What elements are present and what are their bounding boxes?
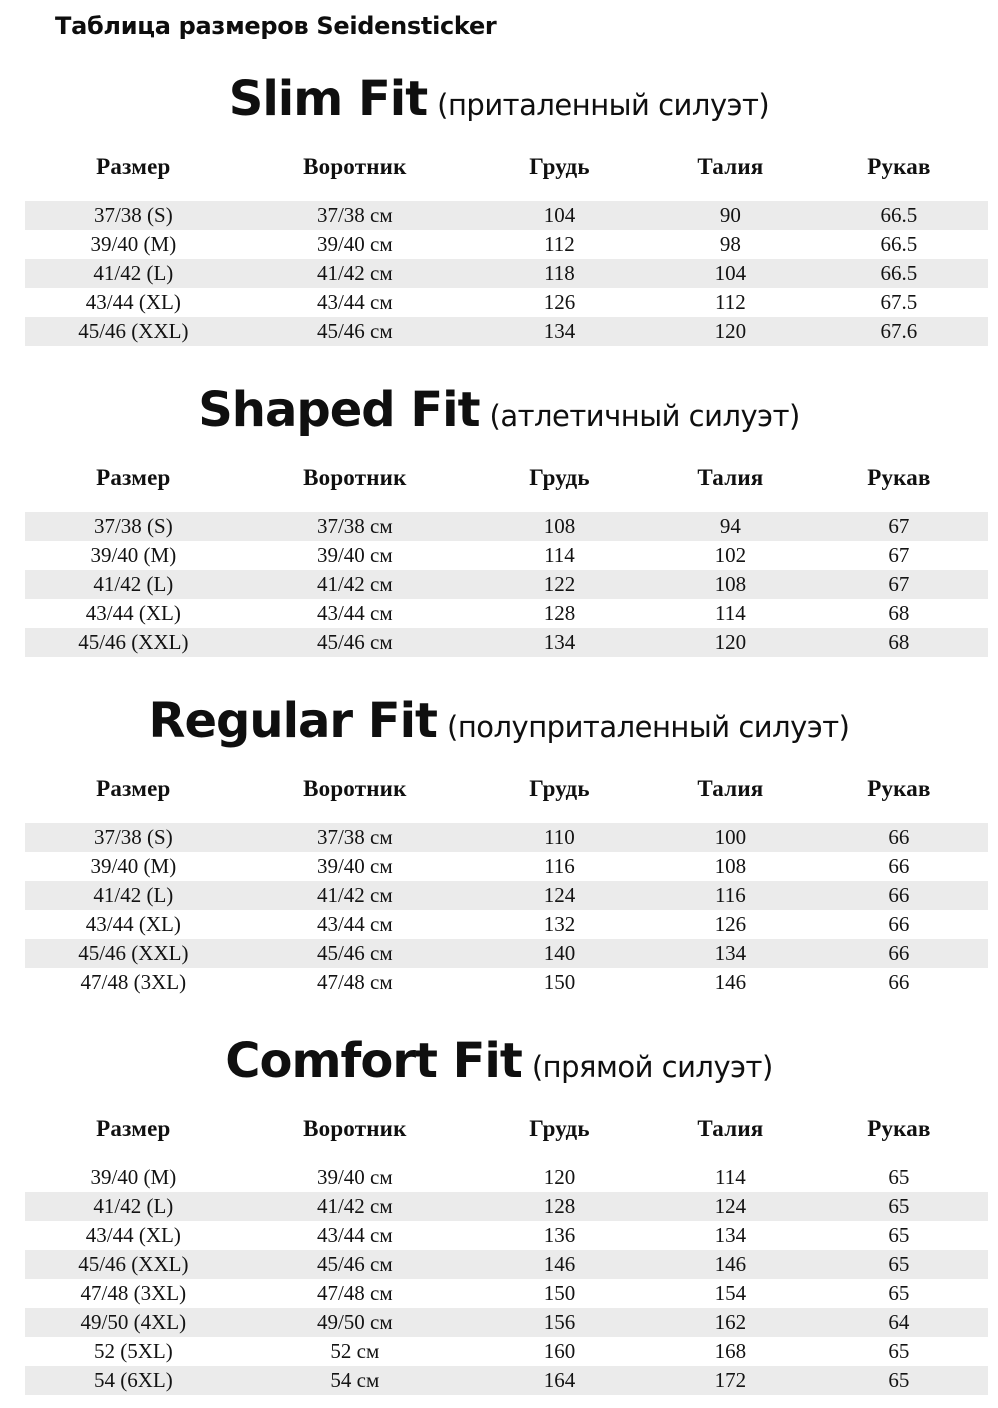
- table-cell: 41/42 (L): [25, 1192, 242, 1221]
- table-row: [25, 201, 988, 230]
- table-cell: 114: [715, 601, 746, 625]
- col-header-chest: Грудь: [529, 776, 590, 801]
- table-cell: 54 см: [242, 1366, 468, 1395]
- table-cell: 65: [810, 1250, 988, 1279]
- table-cell: 49/50 см: [242, 1308, 468, 1337]
- table-cell: 134: [651, 939, 810, 968]
- table-cell: 43/44 см: [316, 290, 393, 314]
- table-cell: 66.5: [810, 259, 988, 288]
- table-cell: 37/38 (S): [25, 512, 242, 541]
- table-cell: 164: [468, 1366, 651, 1395]
- section-heading: [0, 692, 998, 758]
- col-header-collar: Воротник: [303, 154, 407, 179]
- section-comfort-fit: [0, 1032, 998, 1395]
- table-row: [25, 1366, 988, 1395]
- table-cell: 67.5: [880, 290, 918, 314]
- table-row: [25, 910, 988, 939]
- table-cell: 45/46 см: [242, 317, 468, 346]
- table-cell: 43/44 см: [316, 912, 393, 936]
- table-cell: 132: [543, 912, 576, 936]
- table-cell: 124: [468, 881, 651, 910]
- table-cell: 122: [468, 570, 651, 599]
- table-cell: 68: [810, 628, 988, 657]
- table-cell: 160: [543, 1339, 576, 1363]
- table-cell: 37/38 (S): [25, 823, 242, 852]
- fit-subtitle: (прямой силуэт): [531, 1050, 773, 1084]
- table-body: [25, 1163, 988, 1395]
- table-row: [25, 1192, 988, 1221]
- table-cell: 120: [543, 1165, 576, 1189]
- col-header-chest: Грудь: [529, 465, 590, 490]
- table-row: [25, 881, 988, 910]
- table-cell: 37/38 см: [242, 201, 468, 230]
- table-cell: 41/42 см: [242, 1192, 468, 1221]
- table-cell: 118: [468, 259, 651, 288]
- fit-name: Shaped Fit: [198, 382, 480, 438]
- table-cell: 66: [888, 854, 910, 878]
- table-cell: 128: [543, 601, 576, 625]
- section-heading: [0, 70, 998, 136]
- table-row: [25, 230, 988, 259]
- table-cell: 66.5: [880, 232, 918, 256]
- table-cell: 39/40 см: [316, 854, 393, 878]
- section-shaped-fit: [0, 381, 998, 657]
- table-cell: 67.6: [810, 317, 988, 346]
- table-cell: 64: [810, 1308, 988, 1337]
- table-cell: 134: [468, 628, 651, 657]
- table-body: [25, 512, 988, 657]
- table-cell: 45/46 (XXL): [25, 1250, 242, 1279]
- table-cell: 100: [651, 823, 810, 852]
- table-row: [25, 512, 988, 541]
- table-row: [25, 823, 988, 852]
- table-cell: 47/48 (3XL): [80, 970, 187, 994]
- table-cell: 41/42 см: [242, 881, 468, 910]
- table-cell: 37/38 см: [242, 512, 468, 541]
- col-header-waist: Талия: [697, 1116, 764, 1141]
- table-cell: 47/48 (3XL): [80, 1281, 187, 1305]
- section-heading: [0, 381, 998, 447]
- table-cell: 94: [651, 512, 810, 541]
- table-row: [25, 968, 988, 997]
- table-cell: 37/38 см: [242, 823, 468, 852]
- table-cell: 116: [651, 881, 810, 910]
- header-row: [25, 758, 988, 823]
- table-cell: 114: [544, 543, 575, 567]
- table-cell: 126: [714, 912, 747, 936]
- table-cell: 66: [810, 939, 988, 968]
- table-cell: 43/44 см: [316, 601, 393, 625]
- table-row: [25, 541, 988, 570]
- table-cell: 146: [468, 1250, 651, 1279]
- table-cell: 45/46 (XXL): [25, 628, 242, 657]
- table-cell: 39/40 (M): [90, 232, 177, 256]
- table-cell: 45/46 см: [242, 628, 468, 657]
- table-cell: 67: [810, 570, 988, 599]
- table-row: [25, 852, 988, 881]
- table-body: [25, 823, 988, 997]
- col-header-collar: Воротник: [303, 465, 407, 490]
- table-cell: 65: [888, 1339, 910, 1363]
- table-cell: 108: [468, 512, 651, 541]
- table-cell: 45/46 (XXL): [25, 317, 242, 346]
- col-header-sleeve: Рукав: [867, 1116, 931, 1141]
- fit-name: Slim Fit: [228, 71, 428, 127]
- table-cell: 168: [714, 1339, 747, 1363]
- section-slim-fit: [0, 70, 998, 346]
- table-cell: 66: [810, 823, 988, 852]
- col-header-collar: Воротник: [303, 1116, 407, 1141]
- table-row: [25, 1337, 988, 1366]
- table-cell: 41/42 (L): [25, 570, 242, 599]
- table-cell: 112: [715, 290, 746, 314]
- col-header-sleeve: Рукав: [867, 154, 931, 179]
- table-cell: 104: [651, 259, 810, 288]
- col-header-chest: Грудь: [529, 1116, 590, 1141]
- table-row: [25, 1221, 988, 1250]
- table-cell: 52 см: [330, 1339, 380, 1363]
- table-row: [25, 317, 988, 346]
- table-cell: 104: [468, 201, 651, 230]
- fit-subtitle: (приталенный силуэт): [437, 88, 770, 122]
- col-header-waist: Талия: [697, 776, 764, 801]
- table-cell: 136: [543, 1223, 576, 1247]
- table-cell: 134: [714, 1223, 747, 1247]
- table-cell: 108: [714, 854, 747, 878]
- table-cell: 154: [714, 1281, 747, 1305]
- table-cell: 43/44 (XL): [85, 290, 181, 314]
- table-cell: 67: [888, 543, 910, 567]
- table-row: [25, 288, 988, 317]
- size-table-slim-fit: [25, 136, 988, 346]
- table-cell: 65: [810, 1192, 988, 1221]
- table-cell: 66: [888, 970, 910, 994]
- table-cell: 146: [714, 970, 747, 994]
- col-header-size: Размер: [96, 1116, 171, 1141]
- table-cell: 47/48 см: [316, 970, 393, 994]
- table-cell: 65: [888, 1223, 910, 1247]
- table-cell: 45/46 см: [242, 1250, 468, 1279]
- col-header-waist: Талия: [697, 465, 764, 490]
- table-cell: 41/42 (L): [25, 881, 242, 910]
- table-cell: 65: [888, 1165, 910, 1189]
- table-cell: 39/40 (M): [90, 1165, 177, 1189]
- table-cell: 67: [810, 512, 988, 541]
- col-header-waist: Талия: [697, 154, 764, 179]
- table-row: [25, 599, 988, 628]
- table-row: [25, 1163, 988, 1192]
- table-cell: 114: [715, 1165, 746, 1189]
- table-cell: 41/42 см: [242, 259, 468, 288]
- page-title: Таблица размеров Seidensticker: [55, 12, 497, 40]
- table-cell: 49/50 (4XL): [25, 1308, 242, 1337]
- table-cell: 45/46 см: [242, 939, 468, 968]
- col-header-sleeve: Рукав: [867, 776, 931, 801]
- table-cell: 43/44 (XL): [85, 912, 181, 936]
- table-cell: 39/40 см: [316, 1165, 393, 1189]
- table-cell: 39/40 (M): [90, 543, 177, 567]
- col-header-sleeve: Рукав: [867, 465, 931, 490]
- fit-name: Comfort Fit: [225, 1033, 522, 1089]
- table-cell: 156: [468, 1308, 651, 1337]
- table-cell: 52 (5XL): [93, 1339, 173, 1363]
- size-table-comfort-fit: [25, 1098, 988, 1395]
- table-row: [25, 259, 988, 288]
- table-row: [25, 1279, 988, 1308]
- table-cell: 39/40 см: [316, 543, 393, 567]
- header-row: [25, 136, 988, 201]
- table-cell: 66.5: [810, 201, 988, 230]
- header-row: [25, 1098, 988, 1163]
- table-cell: 134: [468, 317, 651, 346]
- size-table-regular-fit: [25, 758, 988, 997]
- table-cell: 39/40 см: [316, 232, 393, 256]
- table-row: [25, 628, 988, 657]
- table-cell: 116: [544, 854, 575, 878]
- col-header-chest: Грудь: [529, 154, 590, 179]
- size-table-shaped-fit: [25, 447, 988, 657]
- table-row: [25, 570, 988, 599]
- table-cell: 43/44 (XL): [85, 1223, 181, 1247]
- table-cell: 124: [651, 1192, 810, 1221]
- table-cell: 68: [888, 601, 910, 625]
- table-cell: 98: [719, 232, 741, 256]
- table-cell: 66: [888, 912, 910, 936]
- table-cell: 47/48 см: [316, 1281, 393, 1305]
- table-cell: 140: [468, 939, 651, 968]
- fit-name: Regular Fit: [148, 693, 437, 749]
- table-cell: 54 (6XL): [25, 1366, 242, 1395]
- table-cell: 146: [651, 1250, 810, 1279]
- table-cell: 65: [810, 1366, 988, 1395]
- fit-subtitle: (атлетичный силуэт): [489, 399, 800, 433]
- table-cell: 126: [543, 290, 576, 314]
- col-header-collar: Воротник: [303, 776, 407, 801]
- table-row: [25, 939, 988, 968]
- col-header-size: Размер: [96, 465, 171, 490]
- header-row: [25, 447, 988, 512]
- table-cell: 110: [468, 823, 651, 852]
- table-cell: 37/38 (S): [25, 201, 242, 230]
- table-cell: 150: [543, 1281, 576, 1305]
- table-row: [25, 1250, 988, 1279]
- table-cell: 150: [543, 970, 576, 994]
- table-body: [25, 201, 988, 346]
- table-cell: 112: [544, 232, 575, 256]
- col-header-size: Размер: [96, 776, 171, 801]
- table-cell: 128: [468, 1192, 651, 1221]
- table-cell: 162: [651, 1308, 810, 1337]
- table-cell: 41/42 (L): [25, 259, 242, 288]
- table-cell: 45/46 (XXL): [25, 939, 242, 968]
- table-cell: 39/40 (M): [90, 854, 177, 878]
- table-cell: 108: [651, 570, 810, 599]
- table-cell: 172: [651, 1366, 810, 1395]
- table-cell: 90: [651, 201, 810, 230]
- table-cell: 43/44 (XL): [85, 601, 181, 625]
- table-cell: 65: [888, 1281, 910, 1305]
- table-cell: 102: [714, 543, 747, 567]
- table-cell: 41/42 см: [242, 570, 468, 599]
- table-row: [25, 1308, 988, 1337]
- table-cell: 43/44 см: [316, 1223, 393, 1247]
- table-cell: 120: [651, 628, 810, 657]
- section-regular-fit: [0, 692, 998, 997]
- section-heading: [0, 1032, 998, 1098]
- table-cell: 66: [810, 881, 988, 910]
- col-header-size: Размер: [96, 154, 171, 179]
- table-cell: 120: [651, 317, 810, 346]
- fit-subtitle: (полуприталенный силуэт): [447, 710, 850, 744]
